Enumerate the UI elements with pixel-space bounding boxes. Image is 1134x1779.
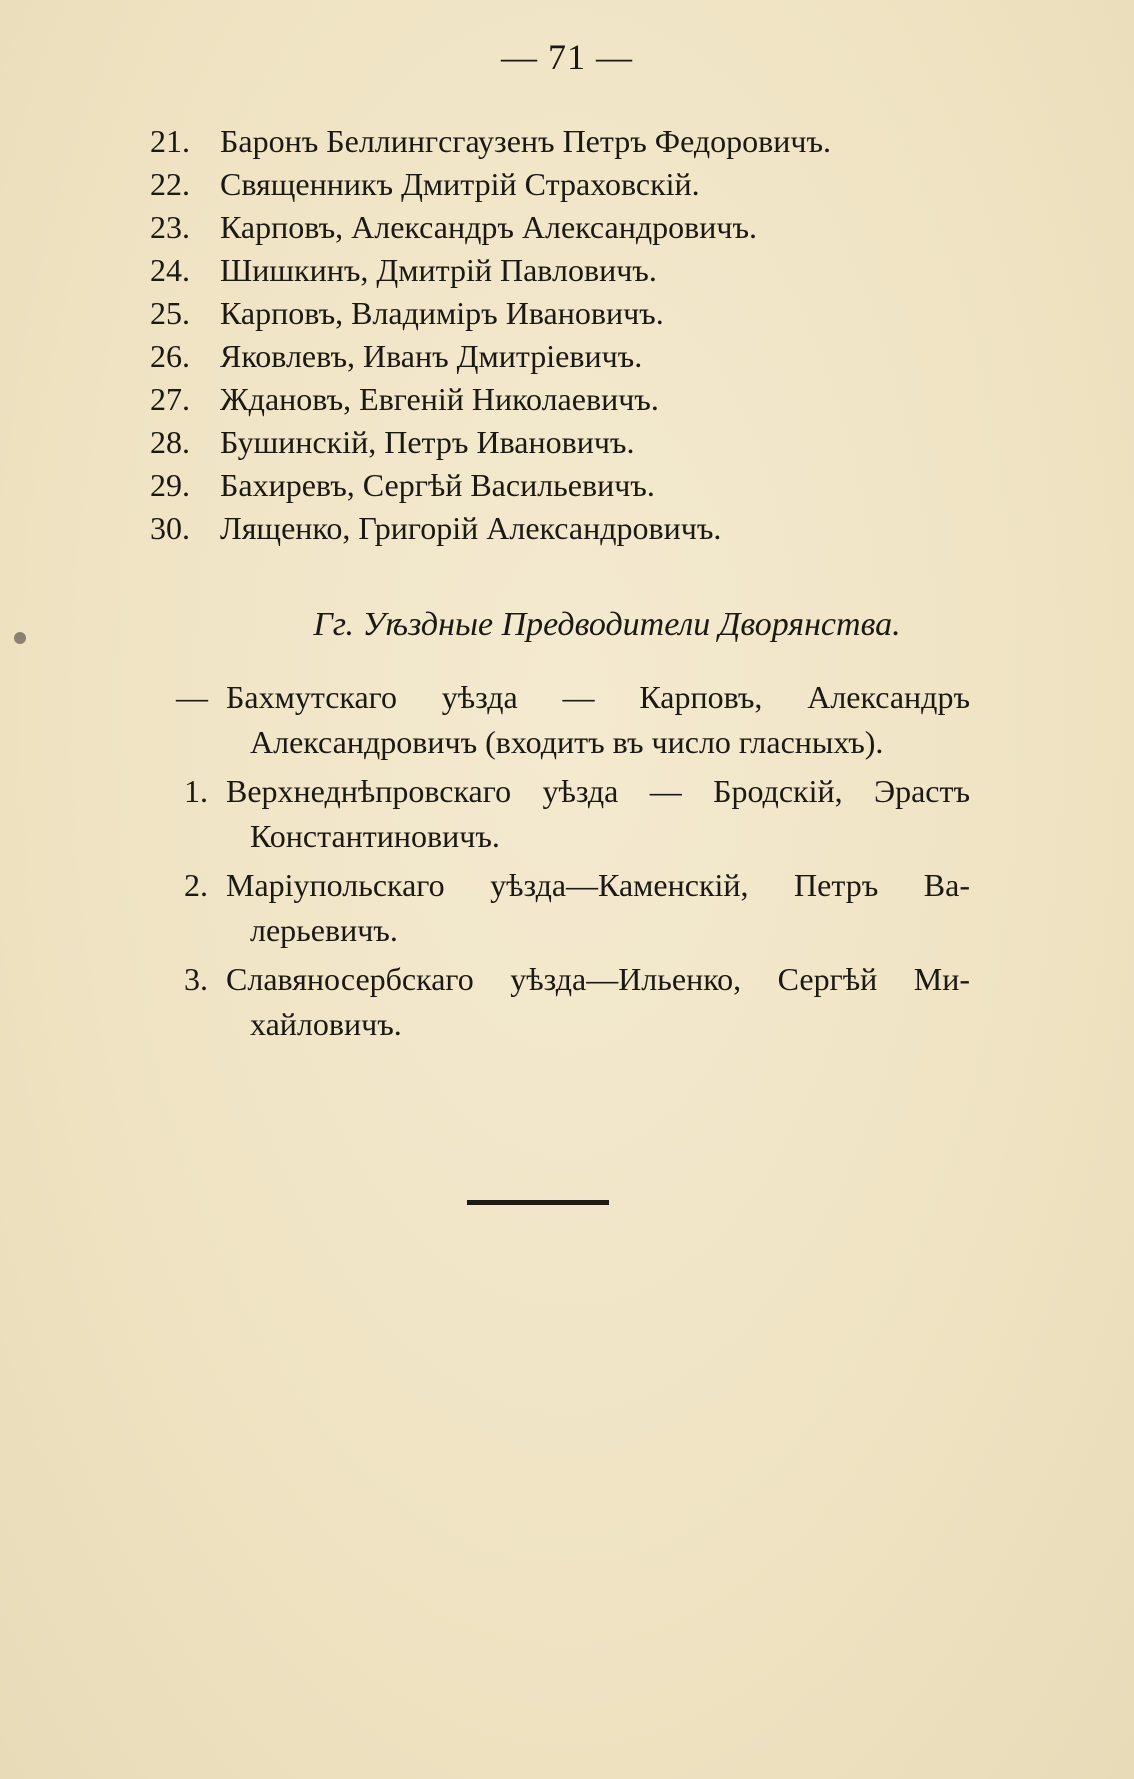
item-number: 2. — [184, 867, 208, 903]
item-text-line: Верхнеднѣпровскаго уѣзда — Бродскій, Эрастъ — [226, 773, 970, 809]
item-name: Бахиревъ, Сергѣй Васильевичъ. — [220, 467, 655, 503]
item-number: 28. — [150, 424, 190, 460]
item-number: 26. — [150, 338, 190, 374]
item-text-line: Маріупольскаго уѣзда—Каменскій, Петръ Ва- — [226, 867, 970, 903]
item-text-continuation: хайловичъ. — [250, 1006, 402, 1042]
item-number: 21. — [150, 123, 190, 159]
list-item — [150, 292, 1010, 335]
item-number: 3. — [184, 961, 208, 997]
item-name: Яковлевъ, Иванъ Дмитріевичъ. — [220, 338, 643, 374]
item-number: 25. — [150, 295, 190, 331]
item-text-continuation: Александровичъ (входитъ въ число гласныхъ). — [250, 724, 884, 760]
item-text-continuation: лерьевичъ. — [250, 912, 398, 948]
item-number: 30. — [150, 510, 190, 546]
show-through-text — [740, 1068, 745, 1091]
section-heading: Гг. Уѣздные Предводители Дворянства. — [313, 606, 901, 643]
item-number: 27. — [150, 381, 190, 417]
list-item — [150, 249, 1010, 292]
item-number: 24. — [150, 252, 190, 288]
list-item — [150, 957, 970, 1047]
item-number: 29. — [150, 467, 190, 503]
list-item — [150, 335, 1010, 378]
item-name: Ждановъ, Евгеній Николаевичъ. — [220, 381, 659, 417]
item-number: 23. — [150, 209, 190, 245]
item-text-line: Славяносербскаго уѣзда—Ильенко, Сергѣй Ми- — [226, 961, 970, 997]
item-text-line: Бахмутскаго уѣзда — Карповъ, Александръ — [226, 679, 970, 715]
list-item — [150, 120, 1010, 163]
item-name: Шишкинъ, Дмитрій Павловичъ. — [220, 252, 657, 288]
item-name: Лященко, Григорій Александровичъ. — [220, 510, 722, 546]
end-rule-divider — [467, 1200, 609, 1205]
item-name: Священникъ Дмитрій Страховскій. — [220, 166, 700, 202]
item-name: Бушинскій, Петръ Ивановичъ. — [220, 424, 635, 460]
list-item — [150, 163, 1010, 206]
item-number: — — [176, 679, 208, 715]
page-number: — 71 — — [501, 37, 633, 77]
members-list — [150, 120, 1010, 550]
item-text-continuation: Константиновичъ. — [250, 818, 500, 854]
list-item — [150, 378, 1010, 421]
item-number: 22. — [150, 166, 190, 202]
marshals-list — [150, 675, 970, 1047]
list-item — [150, 507, 1010, 550]
item-number: 1. — [184, 773, 208, 809]
list-item — [150, 206, 1010, 249]
list-item — [150, 769, 970, 859]
list-item — [150, 421, 1010, 464]
item-name: Карповъ, Александръ Александровичъ. — [220, 209, 757, 245]
item-name: Карповъ, Владиміръ Ивановичъ. — [220, 295, 664, 331]
item-name: Баронъ Беллингсгаузенъ Петръ Федоровичъ. — [220, 123, 832, 159]
list-item — [150, 675, 970, 765]
list-item — [150, 464, 1010, 507]
list-item — [150, 863, 970, 953]
